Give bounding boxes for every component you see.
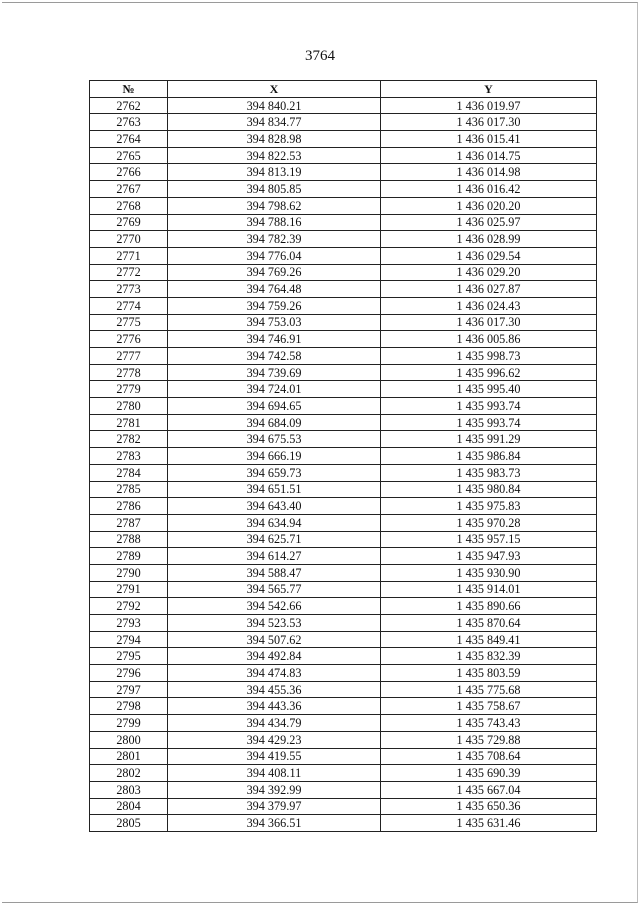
cell-x: 394 769.26 bbox=[168, 264, 381, 281]
cell-x: 394 455.36 bbox=[168, 681, 381, 698]
coordinates-table bbox=[89, 80, 597, 832]
table-row bbox=[90, 431, 597, 448]
cell-y: 1 435 975.83 bbox=[381, 498, 597, 515]
cell-x: 394 659.73 bbox=[168, 464, 381, 481]
table-row bbox=[90, 381, 597, 398]
cell-number: 2799 bbox=[90, 715, 168, 732]
cell-number: 2798 bbox=[90, 698, 168, 715]
cell-x: 394 788.16 bbox=[168, 214, 381, 231]
cell-number: 2781 bbox=[90, 414, 168, 431]
cell-x: 394 694.65 bbox=[168, 398, 381, 415]
cell-x: 394 634.94 bbox=[168, 514, 381, 531]
table-row bbox=[90, 131, 597, 148]
cell-x: 394 643.40 bbox=[168, 498, 381, 515]
cell-x: 394 759.26 bbox=[168, 297, 381, 314]
cell-y: 1 436 015.41 bbox=[381, 131, 597, 148]
cell-y: 1 435 775.68 bbox=[381, 681, 597, 698]
cell-number: 2794 bbox=[90, 631, 168, 648]
cell-x: 394 625.71 bbox=[168, 531, 381, 548]
cell-y: 1 436 025.97 bbox=[381, 214, 597, 231]
cell-number: 2772 bbox=[90, 264, 168, 281]
cell-number: 2800 bbox=[90, 731, 168, 748]
cell-x: 394 434.79 bbox=[168, 715, 381, 732]
cell-y: 1 435 930.90 bbox=[381, 564, 597, 581]
table-row bbox=[90, 297, 597, 314]
cell-number: 2773 bbox=[90, 281, 168, 298]
cell-x: 394 542.66 bbox=[168, 598, 381, 615]
table-header-row bbox=[90, 81, 597, 98]
table-row bbox=[90, 665, 597, 682]
cell-number: 2802 bbox=[90, 765, 168, 782]
table-row bbox=[90, 264, 597, 281]
table-row bbox=[90, 448, 597, 465]
cell-y: 1 435 914.01 bbox=[381, 581, 597, 598]
cell-y: 1 435 983.73 bbox=[381, 464, 597, 481]
cell-x: 394 429.23 bbox=[168, 731, 381, 748]
cell-y: 1 436 016.42 bbox=[381, 181, 597, 198]
cell-y: 1 435 650.36 bbox=[381, 798, 597, 815]
cell-number: 2770 bbox=[90, 231, 168, 248]
cell-y: 1 435 986.84 bbox=[381, 448, 597, 465]
cell-number: 2805 bbox=[90, 815, 168, 832]
table-row bbox=[90, 631, 597, 648]
table-body bbox=[90, 97, 597, 831]
cell-x: 394 588.47 bbox=[168, 564, 381, 581]
cell-x: 394 392.99 bbox=[168, 781, 381, 798]
cell-y: 1 435 993.74 bbox=[381, 398, 597, 415]
cell-y: 1 436 020.20 bbox=[381, 197, 597, 214]
cell-x: 394 776.04 bbox=[168, 247, 381, 264]
cell-y: 1 436 027.87 bbox=[381, 281, 597, 298]
cell-x: 394 614.27 bbox=[168, 548, 381, 565]
table-row bbox=[90, 97, 597, 114]
table-row bbox=[90, 331, 597, 348]
cell-x: 394 523.53 bbox=[168, 615, 381, 632]
cell-y: 1 436 028.99 bbox=[381, 231, 597, 248]
cell-x: 394 742.58 bbox=[168, 348, 381, 365]
cell-number: 2778 bbox=[90, 364, 168, 381]
cell-y: 1 435 995.40 bbox=[381, 381, 597, 398]
table-row bbox=[90, 348, 597, 365]
cell-number: 2784 bbox=[90, 464, 168, 481]
cell-y: 1 435 631.46 bbox=[381, 815, 597, 832]
cell-y: 1 435 947.93 bbox=[381, 548, 597, 565]
cell-number: 2803 bbox=[90, 781, 168, 798]
cell-x: 394 651.51 bbox=[168, 481, 381, 498]
cell-x: 394 828.98 bbox=[168, 131, 381, 148]
cell-number: 2785 bbox=[90, 481, 168, 498]
cell-y: 1 436 014.75 bbox=[381, 147, 597, 164]
table-row bbox=[90, 765, 597, 782]
cell-x: 394 764.48 bbox=[168, 281, 381, 298]
cell-y: 1 435 957.15 bbox=[381, 531, 597, 548]
table-row bbox=[90, 314, 597, 331]
cell-y: 1 435 708.64 bbox=[381, 748, 597, 765]
cell-number: 2790 bbox=[90, 564, 168, 581]
table-row bbox=[90, 464, 597, 481]
cell-number: 2787 bbox=[90, 514, 168, 531]
cell-x: 394 379.97 bbox=[168, 798, 381, 815]
cell-number: 2796 bbox=[90, 665, 168, 682]
cell-y: 1 436 017.30 bbox=[381, 314, 597, 331]
cell-number: 2782 bbox=[90, 431, 168, 448]
cell-number: 2786 bbox=[90, 498, 168, 515]
cell-x: 394 798.62 bbox=[168, 197, 381, 214]
table-row bbox=[90, 247, 597, 264]
cell-x: 394 675.53 bbox=[168, 431, 381, 448]
table-row bbox=[90, 514, 597, 531]
cell-x: 394 746.91 bbox=[168, 331, 381, 348]
table-row bbox=[90, 798, 597, 815]
cell-y: 1 435 970.28 bbox=[381, 514, 597, 531]
cell-number: 2791 bbox=[90, 581, 168, 598]
cell-number: 2764 bbox=[90, 131, 168, 148]
header-x: X bbox=[168, 81, 381, 98]
table-row bbox=[90, 364, 597, 381]
cell-number: 2795 bbox=[90, 648, 168, 665]
cell-number: 2776 bbox=[90, 331, 168, 348]
cell-number: 2763 bbox=[90, 114, 168, 131]
table-row bbox=[90, 414, 597, 431]
table-row bbox=[90, 197, 597, 214]
cell-x: 394 666.19 bbox=[168, 448, 381, 465]
cell-number: 2768 bbox=[90, 197, 168, 214]
table-row bbox=[90, 531, 597, 548]
cell-x: 394 813.19 bbox=[168, 164, 381, 181]
table-row bbox=[90, 114, 597, 131]
cell-x: 394 474.83 bbox=[168, 665, 381, 682]
cell-y: 1 435 729.88 bbox=[381, 731, 597, 748]
cell-x: 394 724.01 bbox=[168, 381, 381, 398]
table-row bbox=[90, 548, 597, 565]
table-row bbox=[90, 781, 597, 798]
cell-x: 394 507.62 bbox=[168, 631, 381, 648]
cell-y: 1 435 832.39 bbox=[381, 648, 597, 665]
cell-x: 394 840.21 bbox=[168, 97, 381, 114]
cell-x: 394 492.84 bbox=[168, 648, 381, 665]
cell-y: 1 435 803.59 bbox=[381, 665, 597, 682]
cell-x: 394 684.09 bbox=[168, 414, 381, 431]
cell-number: 2779 bbox=[90, 381, 168, 398]
header-y: Y bbox=[381, 81, 597, 98]
cell-y: 1 436 029.20 bbox=[381, 264, 597, 281]
table-row bbox=[90, 748, 597, 765]
cell-number: 2788 bbox=[90, 531, 168, 548]
cell-y: 1 436 024.43 bbox=[381, 297, 597, 314]
cell-number: 2804 bbox=[90, 798, 168, 815]
cell-number: 2762 bbox=[90, 97, 168, 114]
cell-y: 1 436 005.86 bbox=[381, 331, 597, 348]
cell-x: 394 753.03 bbox=[168, 314, 381, 331]
cell-number: 2765 bbox=[90, 147, 168, 164]
cell-y: 1 435 667.04 bbox=[381, 781, 597, 798]
table-row bbox=[90, 698, 597, 715]
page-number: 3764 bbox=[305, 48, 335, 64]
cell-x: 394 408.11 bbox=[168, 765, 381, 782]
cell-x: 394 366.51 bbox=[168, 815, 381, 832]
cell-number: 2777 bbox=[90, 348, 168, 365]
cell-x: 394 443.36 bbox=[168, 698, 381, 715]
cell-y: 1 435 991.29 bbox=[381, 431, 597, 448]
table-row bbox=[90, 164, 597, 181]
cell-y: 1 435 849.41 bbox=[381, 631, 597, 648]
cell-number: 2767 bbox=[90, 181, 168, 198]
cell-number: 2774 bbox=[90, 297, 168, 314]
cell-y: 1 436 017.30 bbox=[381, 114, 597, 131]
cell-number: 2797 bbox=[90, 681, 168, 698]
table-row bbox=[90, 564, 597, 581]
cell-x: 394 565.77 bbox=[168, 581, 381, 598]
table-row bbox=[90, 598, 597, 615]
cell-x: 394 419.55 bbox=[168, 748, 381, 765]
cell-x: 394 834.77 bbox=[168, 114, 381, 131]
cell-number: 2801 bbox=[90, 748, 168, 765]
table-row bbox=[90, 581, 597, 598]
cell-number: 2789 bbox=[90, 548, 168, 565]
table-row bbox=[90, 615, 597, 632]
cell-number: 2775 bbox=[90, 314, 168, 331]
cell-y: 1 435 993.74 bbox=[381, 414, 597, 431]
header-number: № bbox=[90, 81, 168, 98]
cell-y: 1 436 014.98 bbox=[381, 164, 597, 181]
cell-x: 394 822.53 bbox=[168, 147, 381, 164]
table-row bbox=[90, 147, 597, 164]
table-row bbox=[90, 181, 597, 198]
cell-y: 1 435 890.66 bbox=[381, 598, 597, 615]
cell-number: 2793 bbox=[90, 615, 168, 632]
cell-y: 1 435 743.43 bbox=[381, 715, 597, 732]
cell-number: 2766 bbox=[90, 164, 168, 181]
cell-y: 1 435 870.64 bbox=[381, 615, 597, 632]
table-row bbox=[90, 281, 597, 298]
cell-y: 1 435 758.67 bbox=[381, 698, 597, 715]
table-row bbox=[90, 398, 597, 415]
table-row bbox=[90, 731, 597, 748]
cell-y: 1 436 019.97 bbox=[381, 97, 597, 114]
table-row bbox=[90, 214, 597, 231]
cell-x: 394 805.85 bbox=[168, 181, 381, 198]
cell-number: 2792 bbox=[90, 598, 168, 615]
table-row bbox=[90, 231, 597, 248]
cell-y: 1 435 690.39 bbox=[381, 765, 597, 782]
table-row bbox=[90, 715, 597, 732]
cell-y: 1 435 998.73 bbox=[381, 348, 597, 365]
cell-number: 2769 bbox=[90, 214, 168, 231]
table-row bbox=[90, 481, 597, 498]
cell-y: 1 435 996.62 bbox=[381, 364, 597, 381]
cell-x: 394 739.69 bbox=[168, 364, 381, 381]
table-row bbox=[90, 681, 597, 698]
table-row bbox=[90, 815, 597, 832]
cell-y: 1 436 029.54 bbox=[381, 247, 597, 264]
table-row bbox=[90, 498, 597, 515]
cell-number: 2780 bbox=[90, 398, 168, 415]
cell-y: 1 435 980.84 bbox=[381, 481, 597, 498]
table-row bbox=[90, 648, 597, 665]
cell-number: 2771 bbox=[90, 247, 168, 264]
cell-number: 2783 bbox=[90, 448, 168, 465]
cell-x: 394 782.39 bbox=[168, 231, 381, 248]
